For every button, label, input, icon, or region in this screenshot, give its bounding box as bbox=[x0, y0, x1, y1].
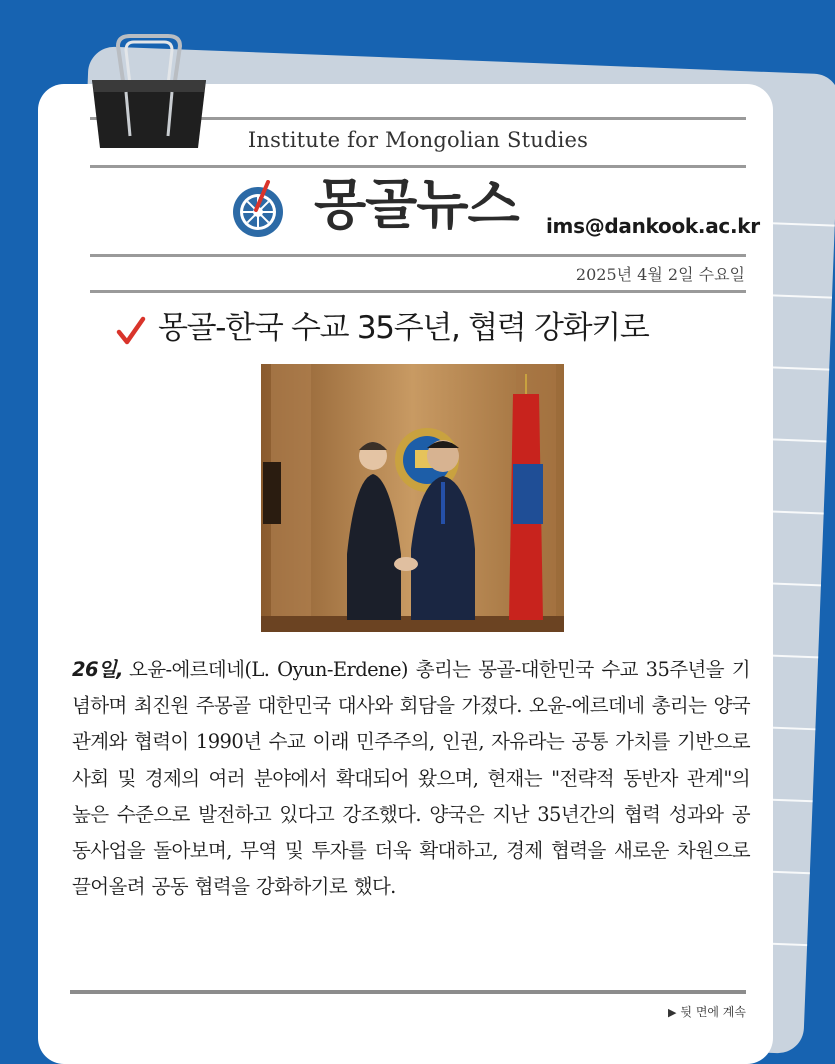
newsletter-title: 몽골뉴스 bbox=[314, 173, 519, 236]
article-lead-date: 26일, bbox=[72, 658, 123, 681]
play-triangle-icon: ▶ bbox=[667, 1006, 677, 1019]
article-headline: 몽골-한국 수교 35주년, 협력 강화키로 bbox=[158, 310, 649, 346]
continue-note bbox=[600, 1003, 746, 1020]
institute-rule bbox=[90, 165, 746, 168]
meeting-photo bbox=[261, 364, 564, 632]
date-rule bbox=[90, 290, 746, 293]
contact-email[interactable]: ims@dankook.ac.kr bbox=[546, 214, 760, 238]
issue-date: 2025년 4월 2일 수요일 bbox=[575, 265, 745, 284]
mongolian-studies-logo bbox=[228, 180, 288, 240]
article-body-text: 오윤-에르데네(L. Oyun-Erdene) 총리는 몽골-대한민국 수교 35주년을 기념하며 최진원 주몽골 대한민국 대사와 회담을 가졌다. 오윤-에르데네 총리는 양국 관계와 협력이 1990년 수교 이래 민주주의, 인권, 자유라는 공통 가치를 기반으로 사회 및 경제의 여러 분야에서 확대되어 왔으며, 현재는 "전략적 동반자 관계"의 높은 수준으로 발전하고 있다고 강조했다. 양국은 지난 35년간의 협력 성과와 공동사업을 돌아보며, 무역 및 투자를 더욱 확대하고, 경제 협력을 새로운 차원으로 끌어올려 공동 협력을 강화하기로 했다. bbox=[72, 658, 750, 899]
binder-clip-icon bbox=[90, 32, 208, 150]
masthead-rule bbox=[90, 254, 746, 257]
article-body bbox=[72, 652, 750, 905]
institute-name: Institute for Mongolian Studies bbox=[247, 128, 589, 152]
continue-text: 뒷 면에 계속 bbox=[680, 1005, 746, 1019]
bottom-rule bbox=[70, 990, 746, 994]
checkmark-icon bbox=[116, 316, 146, 346]
